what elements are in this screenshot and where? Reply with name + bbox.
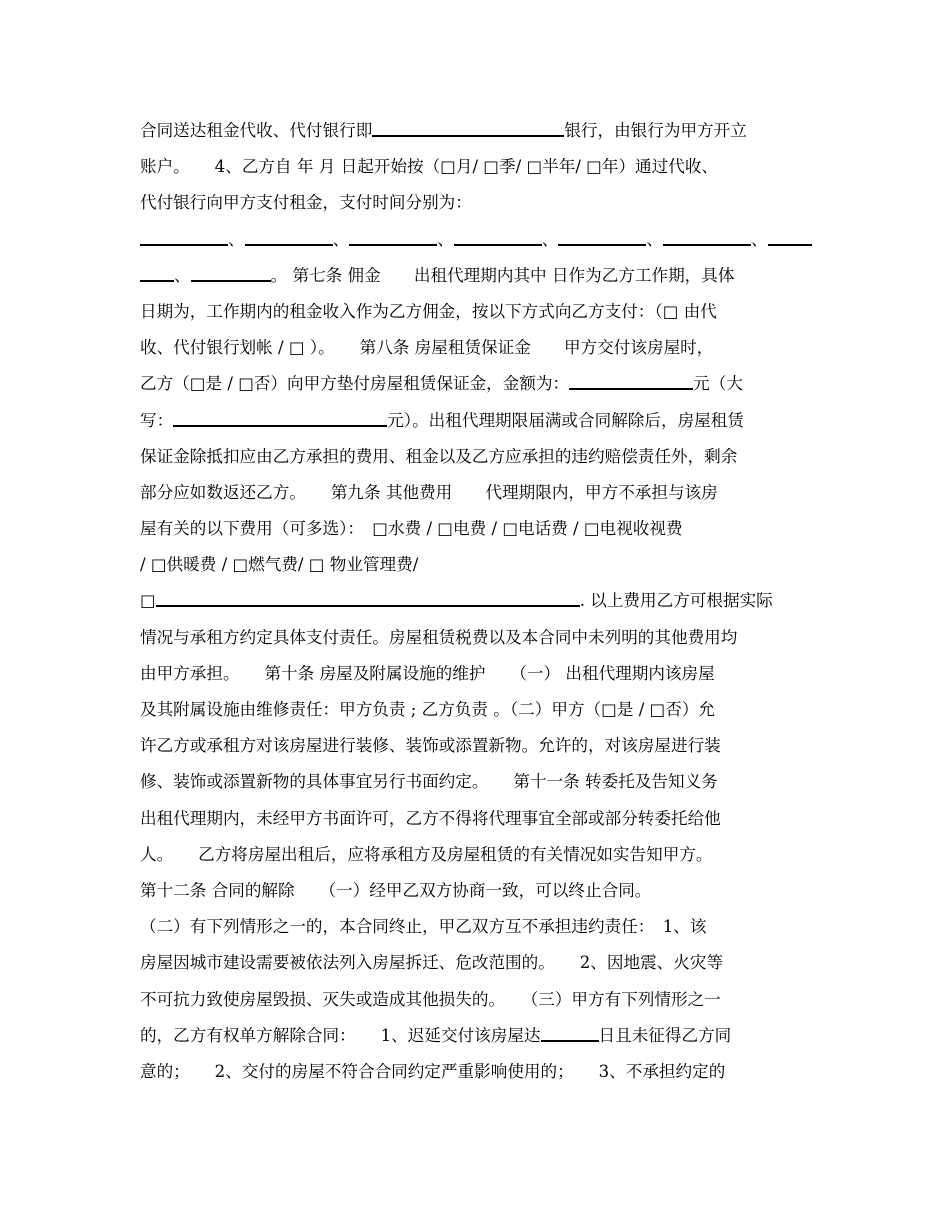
blank-field[interactable]: [569, 372, 693, 390]
text-line: 许乙方或承租方对该房屋进行装修、装饰或添置新物。允许的，对该房屋进行装: [140, 736, 721, 756]
text-line: 由甲方承担。 第十条 房屋及附属设施的维护 （一） 出租代理期内该房屋: [140, 663, 715, 683]
text-line: 部分应如数返还乙方。 第九条 其他费用 代理期限内，甲方不承担与该房: [140, 482, 718, 502]
text-line: 代付银行向甲方支付租金，支付时间分别为：: [140, 193, 472, 213]
text-line: 账户。 4、乙方自 年 月 日起开始按（□月/ □季/ □半年/ □年）通过代收、: [140, 157, 719, 177]
blank-field[interactable]: [768, 228, 812, 246]
blank-field[interactable]: [541, 1024, 599, 1042]
blank-field[interactable]: [191, 264, 271, 282]
blank-field[interactable]: [173, 409, 387, 427]
text-line: （二）有下列情形之一的，本合同终止，甲乙双方互不承担违约责任： 1、该: [140, 917, 707, 937]
text-line: 日期为，工作期内的租金收入作为乙方佣金，按以下方式向乙方支付：（□ 由代: [140, 301, 717, 321]
text-line: 意的； 2、交付的房屋不符合合同约定严重影响使用的； 3、不承担约定的: [140, 1061, 726, 1081]
blank-field[interactable]: [372, 119, 564, 137]
text-line: 写： 元）。出租代理期限届满或合同解除后，房屋租赁: [140, 410, 744, 430]
blank-field[interactable]: [454, 228, 542, 246]
text-line: / □供暖费 / □燃气费/ □ 物业管理费/: [140, 555, 419, 575]
text-line: 及其附属设施由维修责任：甲方负责 ; 乙方负责 。（二）甲方（□是 / □否）允: [140, 700, 716, 719]
text-line: 房屋因城市建设需要被依法列入房屋拆迁、危改范围的。 2、因地震、火灾等: [140, 953, 724, 973]
text-line: 出租代理期内，未经甲方书面许可，乙方不得将代理事宜全部或部分转委托给他: [140, 808, 721, 828]
text-line: 乙方（□是 / □否）向甲方垫付房屋租赁保证金，金额为： 元（大: [140, 374, 743, 394]
blank-field[interactable]: [140, 228, 228, 246]
text-line: 修、装饰或添置新物的具体事宜另行书面约定。 第十一条 转委托及告知义务: [140, 772, 718, 792]
blank-field[interactable]: [156, 589, 580, 607]
text-line: 不可抗力致使房屋毁损、灭失或造成其他损失的。 （三）甲方有下列情形之一: [140, 989, 721, 1009]
text-line: 保证金除抵扣应由乙方承担的费用、租金以及乙方应承担的违约赔偿责任外，剩余: [140, 446, 738, 466]
blank-field[interactable]: [558, 228, 646, 246]
blank-field[interactable]: [349, 228, 437, 246]
blank-field[interactable]: [663, 228, 751, 246]
blank-field[interactable]: [245, 228, 333, 246]
text-line: 第十二条 合同的解除 （一）经甲乙双方协商一致，可以终止合同。: [140, 880, 652, 900]
document-page: [140, 113, 820, 1090]
text-line: 情况与承租方约定具体支付责任。房屋租赁税费以及本合同中未列明的其他费用均: [140, 627, 738, 647]
blank-field[interactable]: [140, 264, 174, 282]
text-line: 、 、 、 、 、 、: [140, 222, 820, 258]
text-line: 、 。 第七条 佣金 出租代理期内其中 日作为乙方工作期，具体: [140, 258, 820, 294]
text-line: 的，乙方有权单方解除合同： 1、迟延交付该房屋达 日且未征得乙方同: [140, 1025, 732, 1045]
text-line: □ . 以上费用乙方可根据实际: [140, 591, 773, 611]
text-line: 合同送达租金代收、代付银行即 银行，由银行为甲方开立: [140, 121, 747, 140]
text-line: 人。 乙方将房屋出租后，应将承租方及房屋租赁的有关情况如实告知甲方。: [140, 844, 713, 864]
text-line: 屋有关的以下费用（可多选）： □水费 / □电费 / □电话费 / □电视收视费: [140, 519, 683, 539]
text-line: 收、代付银行划帐 / □ ）。 第八条 房屋租赁保证金 甲方交付该房屋时，: [140, 338, 714, 358]
